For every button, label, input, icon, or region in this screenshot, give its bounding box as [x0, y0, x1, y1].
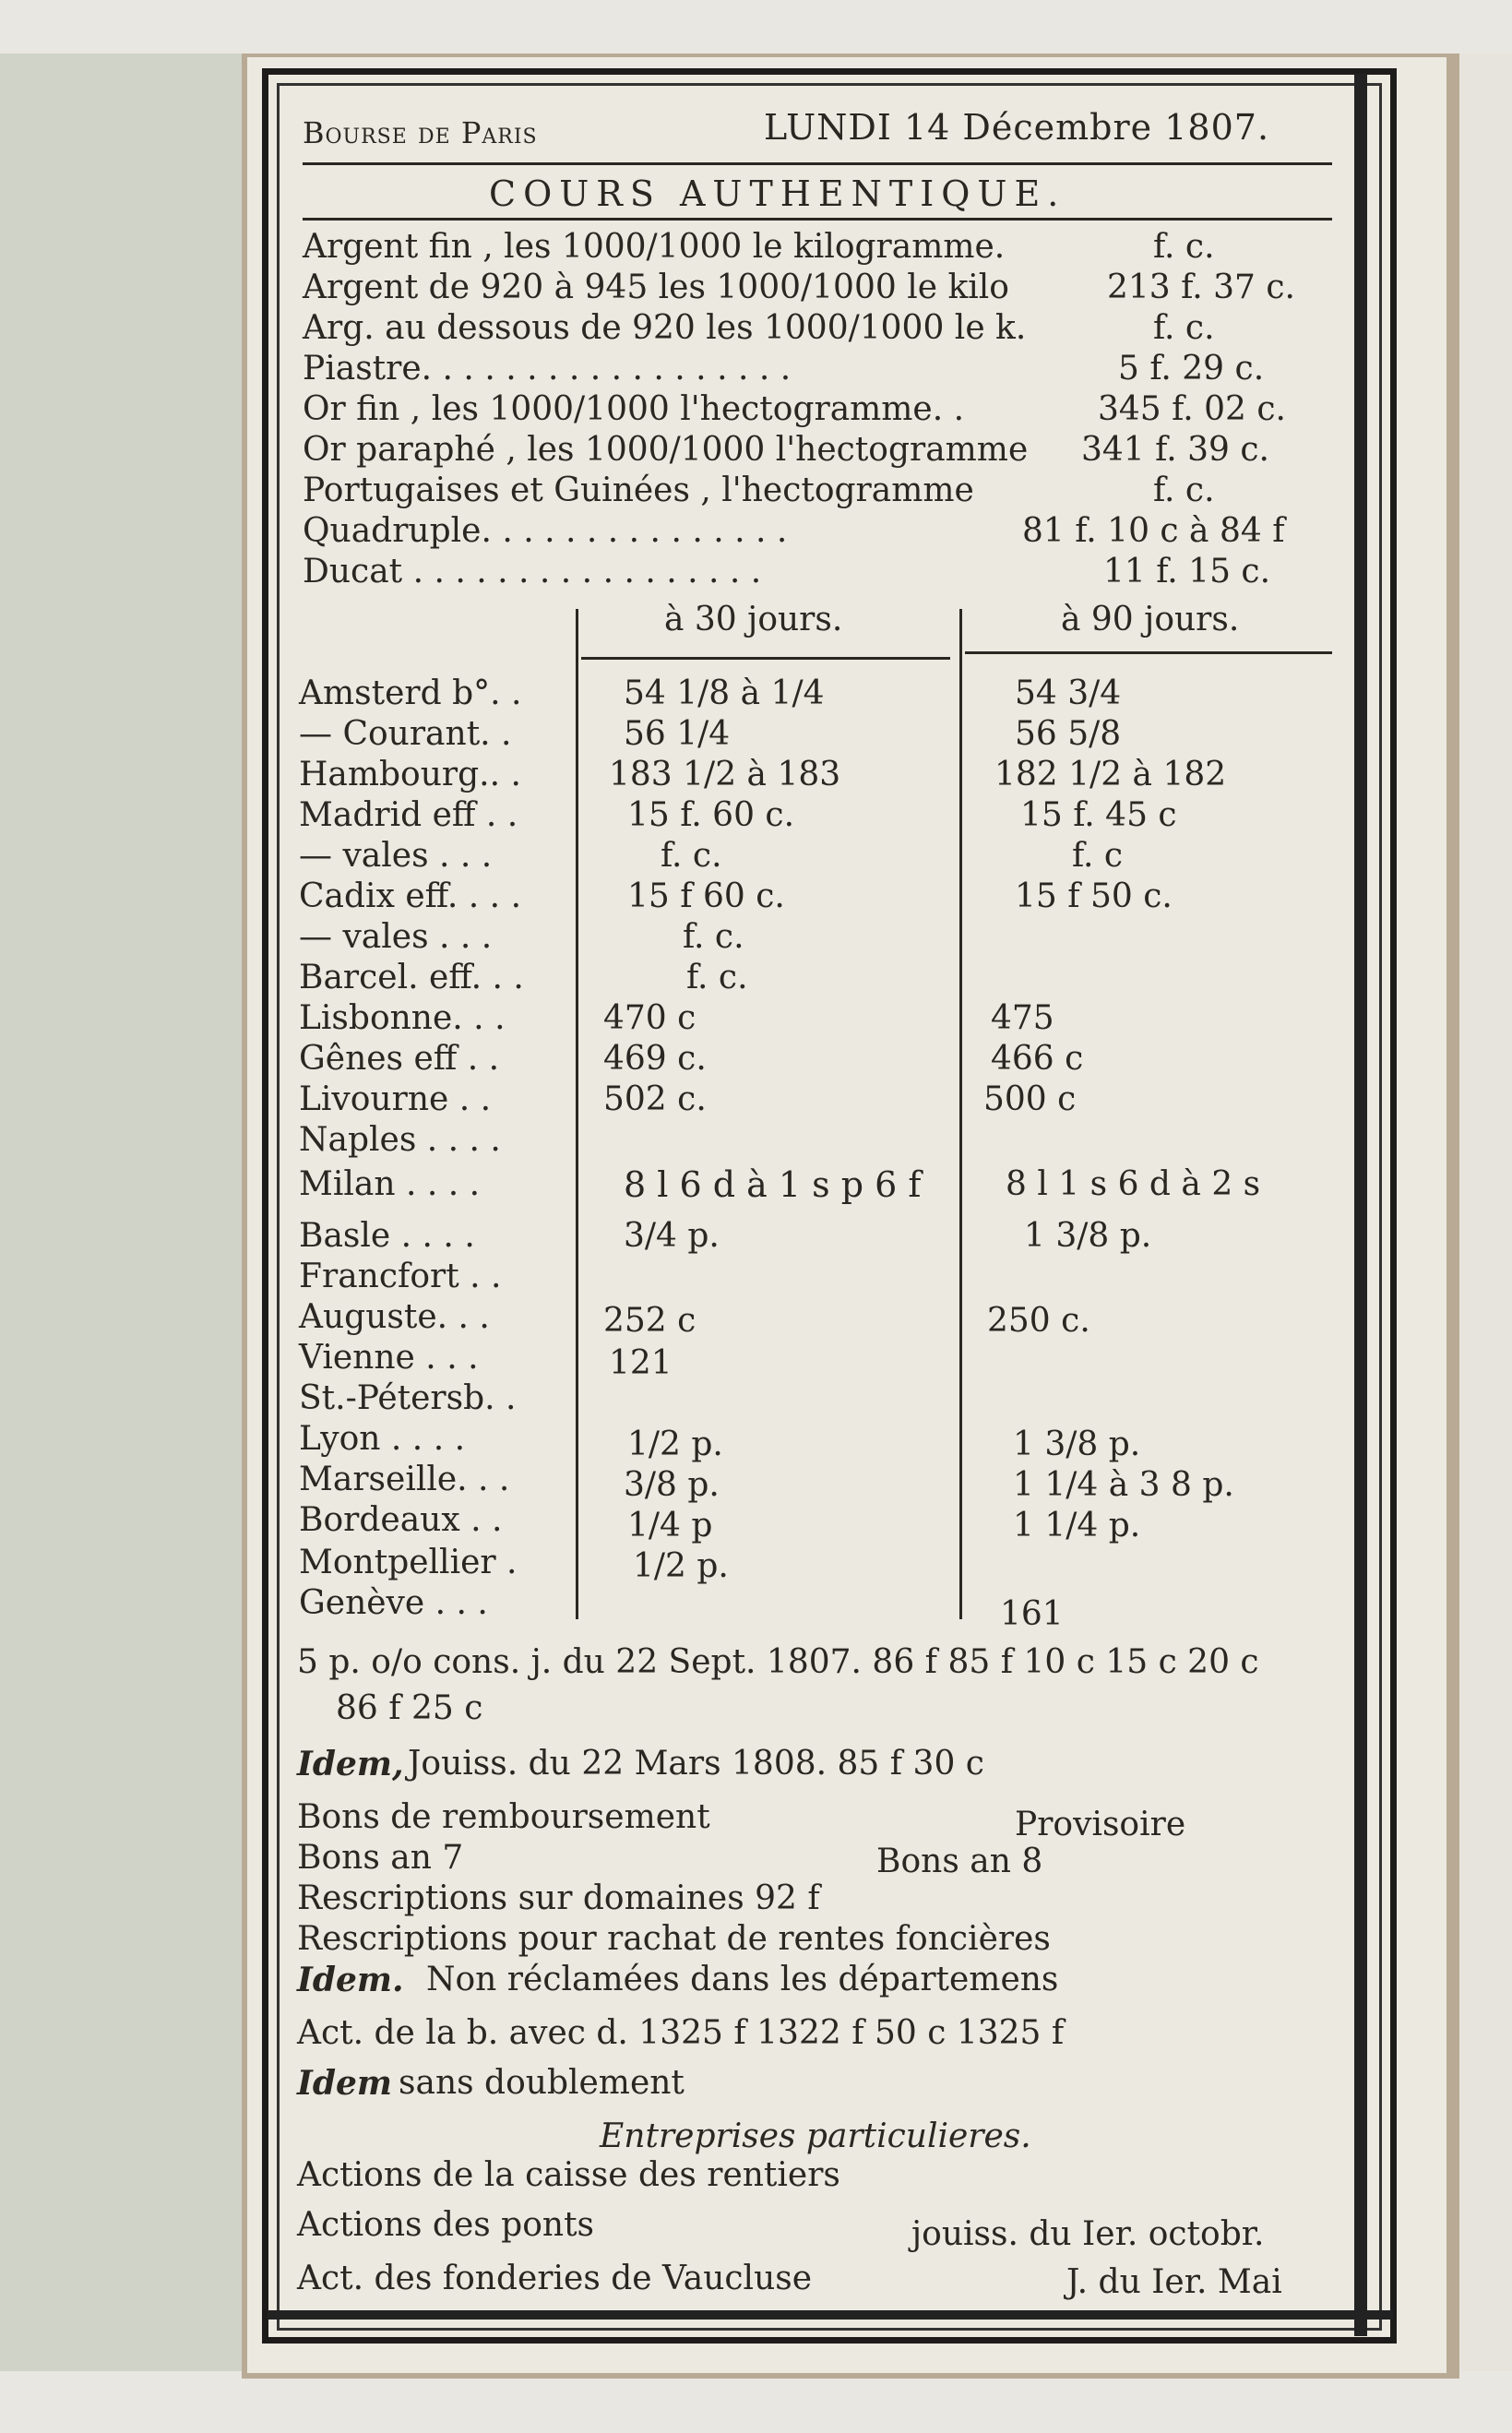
exchange-place: — Courant. . — [299, 715, 512, 753]
metal-value: 11 f. 15 c. — [1103, 553, 1271, 590]
rentes-idem-label: Idem, — [297, 1745, 404, 1783]
bottom-border-rule — [268, 2310, 1393, 2320]
rate-90: 1 1/4 p. — [1013, 1507, 1141, 1544]
rate-30: 3/4 p. — [624, 1217, 720, 1255]
rate-30: 1/2 p. — [627, 1425, 723, 1463]
right-border-rule — [1354, 74, 1367, 2336]
exchange-place: Montpellier . — [299, 1544, 518, 1581]
exchange-place: Genève . . . — [299, 1584, 488, 1622]
rate-30: 54 1/8 à 1/4 — [624, 674, 825, 712]
rate-90: 15 f. 45 c — [1020, 796, 1177, 834]
actions-caisse: Actions de la caisse des rentiers — [297, 2156, 840, 2194]
rate-30: 1/4 p — [627, 1507, 713, 1544]
rate-90: f. c — [1072, 837, 1124, 875]
exchange-place: Basle . . . . — [299, 1217, 475, 1255]
exchange-place: Francfort . . — [299, 1258, 502, 1295]
bons-idem-label: Idem. — [297, 1961, 404, 1999]
metal-label: Arg. au dessous de 920 les 1000/1000 le k. — [303, 309, 1027, 347]
exchange-place: — vales . . . — [299, 837, 493, 875]
exchange-place: Marseille. . . — [299, 1461, 510, 1498]
col-90-rule — [965, 651, 1332, 654]
rate-30: 1/2 p. — [633, 1547, 729, 1585]
actions-banque: Act. de la b. avec d. 1325 f 1322 f 50 c 1325 f — [297, 2014, 1065, 2052]
title-rule — [303, 218, 1332, 221]
metal-label: Ducat . . . . . . . . . . . . . . . . . — [303, 553, 762, 590]
exchange-place: Lisbonne. . . — [299, 999, 506, 1037]
exchange-place: Livourne . . — [299, 1080, 492, 1118]
actions-vaucluse: Act. des fonderies de Vaucluse — [297, 2260, 813, 2297]
exchange-divider-left — [576, 609, 578, 1619]
rate-30: 502 c. — [603, 1080, 707, 1118]
exchange-place: Cadix eff. . . . — [299, 877, 522, 915]
rate-90: 250 c. — [987, 1302, 1090, 1340]
metal-value: f. c. — [1153, 309, 1215, 347]
rate-90: 466 c — [991, 1040, 1084, 1078]
col-30-days: à 30 jours. — [664, 601, 843, 638]
rate-90: 182 1/2 à 182 — [994, 756, 1227, 793]
exchange-place: Bordeaux . . — [299, 1501, 503, 1539]
rate-90: 15 f 50 c. — [1015, 877, 1173, 915]
header-rule — [303, 162, 1332, 165]
background-top — [0, 0, 1512, 54]
exchange-place: — vales . . . — [299, 918, 493, 956]
exchange-place: Auguste. . . — [299, 1298, 490, 1336]
col-90-days: à 90 jours. — [1061, 601, 1240, 638]
rate-90: 475 — [991, 999, 1054, 1037]
rate-30: 183 1/2 à 183 — [609, 756, 841, 793]
page-title: COURS AUTHENTIQUE. — [489, 173, 1066, 214]
exchange-place: Gênes eff . . — [299, 1040, 500, 1078]
exchange-place: Barcel. eff. . . — [299, 959, 524, 996]
bons-idem2-text: sans doublement — [399, 2064, 685, 2102]
metal-label: Or fin , les 1000/1000 l'hectogramme. . — [303, 390, 965, 428]
rescriptions-domaines: Rescriptions sur domaines 92 f — [297, 1879, 820, 1917]
rentes-idem-text: Jouiss. du 22 Mars 1808. 85 f 30 c — [408, 1745, 984, 1783]
rentes-5pct: 5 p. o/o cons. j. du 22 Sept. 1807. 86 f 85 f 10 c 15 c 20 c — [297, 1643, 1259, 1681]
exchange-place: St.-Pétersb. . — [299, 1379, 517, 1417]
rate-30: f. c. — [683, 918, 744, 956]
metal-value: 213 f. 37 c. — [1107, 268, 1295, 306]
col-30-rule — [581, 657, 950, 660]
rate-30: 121 — [609, 1344, 673, 1382]
rate-30: 469 c. — [603, 1040, 707, 1078]
exchange-place: Naples . . . . — [299, 1121, 501, 1159]
metal-value: 5 f. 29 c. — [1118, 350, 1265, 388]
metal-label: Piastre. . . . . . . . . . . . . . . . . . — [303, 350, 792, 388]
exchange-place: Madrid eff . . — [299, 796, 518, 834]
metal-label: Or paraphé , les 1000/1000 l'hectogramme — [303, 431, 1029, 469]
rate-30: f. c. — [686, 959, 748, 996]
metal-value: 345 f. 02 c. — [1098, 390, 1286, 428]
rate-90: 161 — [1000, 1595, 1064, 1633]
metal-label: Argent fin , les 1000/1000 le kilogramme. — [303, 228, 1006, 266]
rate-90: 8 l 1 s 6 d à 2 s — [1006, 1165, 1261, 1203]
bons-remboursement: Bons de remboursement — [297, 1798, 710, 1836]
actions-ponts: Actions des ponts — [297, 2206, 595, 2244]
bons-idem2-label: Idem — [297, 2064, 393, 2103]
actions-vaucluse-jouiss: J. du Ier. Mai — [1066, 2263, 1282, 2301]
metal-label: Quadruple. . . . . . . . . . . . . . . — [303, 512, 788, 550]
rate-30: 56 1/4 — [624, 715, 731, 753]
header-date: LUNDI 14 Décembre 1807. — [764, 107, 1270, 148]
rate-90: 1 3/8 p. — [1024, 1217, 1152, 1255]
background-bottom — [0, 2371, 1512, 2433]
exchange-divider-right — [959, 609, 962, 1619]
rate-90: 1 1/4 à 3 8 p. — [1013, 1466, 1234, 1504]
exchange-place: Lyon . . . . — [299, 1420, 466, 1458]
metal-label: Argent de 920 à 945 les 1000/1000 le kilo — [303, 268, 1009, 306]
metal-label: Portugaises et Guinées , l'hectogramme — [303, 471, 974, 509]
rate-90: 1 3/8 p. — [1013, 1425, 1141, 1463]
exchange-place: Milan . . . . — [299, 1165, 481, 1203]
rate-30: 3/8 p. — [624, 1466, 720, 1504]
exchange-place: Amsterd b°. . — [299, 674, 522, 712]
bons-an7: Bons an 7 — [297, 1839, 464, 1877]
rentes-5pct-cont: 86 f 25 c — [336, 1689, 483, 1727]
exchange-place: Hambourg.. . — [299, 756, 521, 793]
metal-value: 341 f. 39 c. — [1081, 431, 1269, 469]
entreprises-heading: Entreprises particulieres. — [600, 2117, 1031, 2155]
rate-30: 15 f. 60 c. — [627, 796, 795, 834]
header-left: Bourse de Paris — [303, 115, 538, 150]
rate-90: 500 c — [983, 1080, 1077, 1118]
exchange-place: Vienne . . . — [299, 1339, 479, 1377]
bons-idem-text: Non réclamées dans les départemens — [426, 1961, 1059, 1998]
facing-page — [0, 54, 268, 2379]
metal-value: f. c. — [1153, 228, 1215, 266]
rate-30: f. c. — [661, 837, 722, 875]
rescriptions-rachat: Rescriptions pour rachat de rentes foncières — [297, 1920, 1051, 1958]
bons-provisoire: Provisoire — [1015, 1806, 1186, 1843]
metal-value: f. c. — [1153, 471, 1215, 509]
rate-30: 8 l 6 d à 1 s p 6 f — [624, 1164, 922, 1205]
rate-90: 56 5/8 — [1015, 715, 1122, 753]
rate-30: 15 f 60 c. — [627, 877, 785, 915]
metal-value: 81 f. 10 c à 84 f — [1022, 512, 1285, 550]
actions-ponts-jouiss: jouiss. du Ier. octobr. — [911, 2215, 1265, 2253]
bons-an8: Bons an 8 — [876, 1843, 1043, 1880]
rate-30: 470 c — [603, 999, 696, 1037]
rate-90: 54 3/4 — [1015, 674, 1122, 712]
rate-30: 252 c — [603, 1302, 696, 1340]
